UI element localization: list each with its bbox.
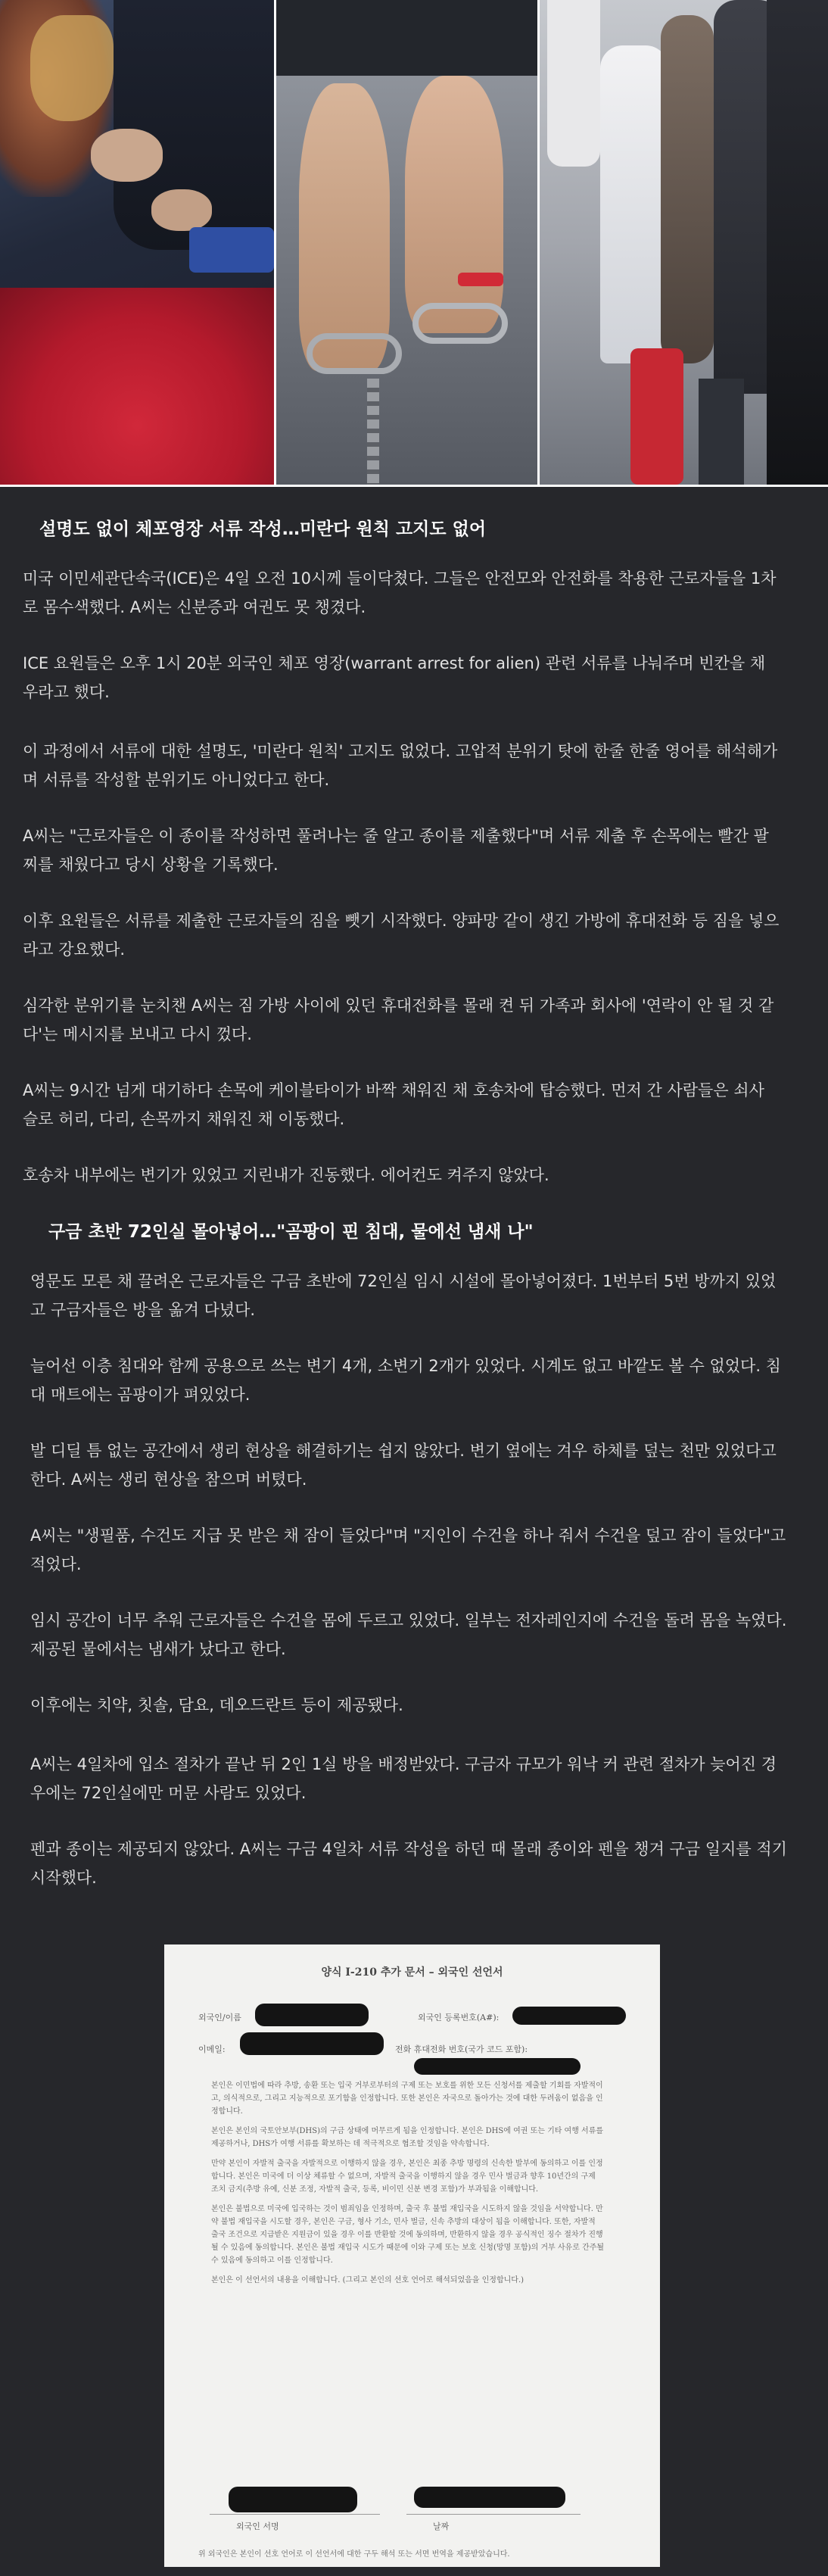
- paragraph: A씨는 "생필품, 수건도 지급 못 받은 채 잠이 들었다"며 "지인이 수건을 하나 줘서 수건을 덮고 잠이 들었다"고 적었다.: [30, 1527, 786, 1573]
- document-body: [211, 2079, 605, 2294]
- paragraph: 이후 요원들은 서류를 제출한 근로자들의 짐을 뺏기 시작했다. 양파망 같이 생긴 가방에 휴대전화 등 짐을 넣으라고 강요했다.: [23, 912, 780, 959]
- label-email: 이메일:: [198, 2044, 226, 2054]
- paragraph: 펜과 종이는 제공되지 않았다. A씨는 구금 4일차 서류 작성을 하던 때 몰래 종이와 펜을 챙겨 구금 일지를 적기 시작했다.: [30, 1840, 787, 1887]
- document-paragraph: 본인은 이 선언서의 내용을 이해합니다. (그리고 본인의 선호 언어로 해석되었음을 인정합니다.): [211, 2276, 525, 2284]
- document-paragraph: 본인은 불법으로 미국에 입국하는 것이 범죄임을 인정하며, 출국 후 불법 재입국을 시도하지 않을 것임을 서약합니다. 만약 불법 재입국을 시도할 경우, 본인은 구금, 형사 기소, 민사 벌금, 신속 추방의 대상이 됨을 이해합니다. 또한, 자발적 출국 조건으로 지급받은 지원금이 있을 경우 이를 반환할 것에 동의하며, 반환하지 않을 경우 공식적인 징수 절차가 진행될 수 있음에 동의합니다. 본인은 불법 재입국 시도가 때문에 이와 구제 또는 보호 신청(망명 포함)의 거부 사유로 간주될 수 있음에 동의하고 이를 인정합니다.: [211, 2205, 605, 2265]
- paragraph: 발 디딜 틈 없는 공간에서 생리 현상을 해결하기는 쉽지 않았다. 변기 옆에는 겨우 하체를 덮는 천만 있었다고 한다. A씨는 생리 현상을 참으며 버텼다.: [30, 1442, 777, 1489]
- paragraph: 호송차 내부에는 변기가 있었고 지린내가 진동했다. 에어컨도 켜주지 않았다.: [23, 1166, 549, 1184]
- document-title: 양식 I-210 추가 문서 – 외국인 선언서: [321, 1966, 503, 1979]
- document-paragraph: 만약 본인이 자발적 출국을 자발적으로 이행하지 않을 경우, 본인은 최종 추방 명령의 신속한 발부에 동의하고 이를 인정합니다. 본인은 미국에 더 이상 체류할 수 없으며, 자발적 출국을 이행하지 않을 경우 민사 벌금과 향후 10년간의 구제 조치 금지(추방 유예, 신분 조정, 자발적 출국, 등록, 비이민 신분 변경 포함)가 부과됨을 이해합니다.: [211, 2160, 603, 2194]
- redaction-bar: [240, 2032, 384, 2055]
- date-line: [406, 2514, 581, 2515]
- section-heading-detention: 구금 초반 72인실 몰아넣어…"곰팡이 핀 침대, 물에선 냄새 나": [48, 1222, 534, 1242]
- photo-cuffed-wrists: [274, 0, 540, 485]
- label-foreign-name: 외국인/이름: [198, 2013, 241, 2022]
- paragraph: ICE 요원들은 오후 1시 20분 외국인 체포 영장(warrant arrest for alien) 관련 서류를 나눠주며 빈칸을 채우라고 했다.: [23, 654, 766, 701]
- redaction-bar: [414, 2058, 581, 2075]
- label-date: 날짜: [433, 2521, 450, 2531]
- signature-line: [210, 2514, 380, 2515]
- paragraph: A씨는 9시간 넘게 대기하다 손목에 케이블타이가 바짝 채워진 채 호송차에 탑승했다. 먼저 간 사람들은 쇠사슬로 허리, 다리, 손목까지 채워진 채 이동했다.: [23, 1081, 764, 1128]
- paragraph: 늘어선 이층 침대와 함께 공용으로 쓰는 변기 4개, 소변기 2개가 있었다. 시계도 없고 바깥도 볼 수 없었다. 침대 매트에는 곰팡이가 펴있었다.: [30, 1357, 781, 1404]
- document-paragraph: 본인은 본인의 국토안보부(DHS)의 구금 상태에 머무르게 됨을 인정합니다. 본인은 DHS에 여권 또는 기타 여행 서류를 제공하거나, DHS가 여행 서류를 확보하는 데 적극적으로 협조할 것임을 약속합니다.: [211, 2127, 604, 2148]
- paragraph: 이 과정에서 서류에 대한 설명도, '미란다 원칙' 고지도 없었다. 고압적 분위기 탓에 한줄 한줄 영어를 해석해가며 서류를 작성할 분위기도 아니었다고 한다.: [23, 742, 778, 789]
- redaction-bar: [512, 2007, 626, 2025]
- section-heading-arrest: 설명도 없이 체포영장 서류 작성…미란다 원칙 고지도 없어: [39, 519, 487, 539]
- label-registration-number: 외국인 등록번호(A#):: [418, 2013, 500, 2022]
- paragraph: 임시 공간이 너무 추워 근로자들은 수건을 몸에 두르고 있었다. 일부는 전자레인지에 수건을 돌려 몸을 녹였다. 제공된 물에서는 냄새가 났다고 한다.: [30, 1611, 787, 1658]
- paragraph: 영문도 모른 채 끌려온 근로자들은 구금 초반에 72인실 임시 시설에 몰아넣어졌다. 1번부터 5번 방까지 있었고 구금자들은 방을 옮겨 다녔다.: [30, 1272, 777, 1319]
- redaction-bar: [229, 2487, 357, 2512]
- photo-strip: [0, 0, 828, 487]
- paragraph: 미국 이민세관단속국(ICE)은 4일 오전 10시께 들이닥쳤다. 그들은 안전모와 안전화를 착용한 근로자들을 1차로 몸수색했다. A씨는 신분증과 여권도 못 챙겼다.: [23, 569, 777, 616]
- paragraph: 이후에는 치약, 칫솔, 담요, 데오드란트 등이 제공됐다.: [30, 1696, 403, 1714]
- paragraph: 심각한 분위기를 눈치챈 A씨는 짐 가방 사이에 있던 휴대전화를 몰래 켠 뒤 가족과 회사에 '연락이 안 될 것 같다'는 메시지를 보내고 다시 껐다.: [23, 996, 774, 1043]
- label-phone: 전화 휴대전화 번호(국가 코드 포함):: [395, 2044, 528, 2054]
- label-signature: 외국인 서명: [236, 2521, 279, 2531]
- document-paragraph: 본인은 이민법에 따라 추방, 송환 또는 입국 거부로부터의 구제 또는 보호를 위한 모든 신청서를 제출할 기회를 자발적이고, 의식적으로, 그리고 지능적으로 포기함을 인정합니다. 또한 본인은 자국으로 돌아가는 것에 대한 두려움이 없음을 인정합니다.: [211, 2082, 603, 2116]
- redaction-bar: [414, 2487, 565, 2508]
- document-footer: 위 외국인은 본인이 선호 언어로 이 선언서에 대한 구두 해석 또는 서면 번역을 제공받았습니다.: [198, 2550, 510, 2559]
- paragraph: A씨는 4일차에 입소 절차가 끝난 뒤 2인 1실 방을 배정받았다. 구금자 규모가 워낙 커 관련 절차가 늦어진 경우에는 72인실에만 머문 사람도 있었다.: [30, 1755, 777, 1802]
- article-body: [0, 487, 828, 1892]
- photo-detainees-in-bus: [540, 0, 828, 485]
- declaration-document-photo: [164, 1944, 660, 2567]
- photo-handcuffed-worker: [0, 0, 274, 485]
- redaction-bar: [255, 2004, 369, 2026]
- paragraph: A씨는 "근로자들은 이 종이를 작성하면 풀려나는 줄 알고 종이를 제출했다"며 서류 제출 후 손목에는 빨간 팔찌를 채웠다고 당시 상황을 기록했다.: [23, 827, 769, 874]
